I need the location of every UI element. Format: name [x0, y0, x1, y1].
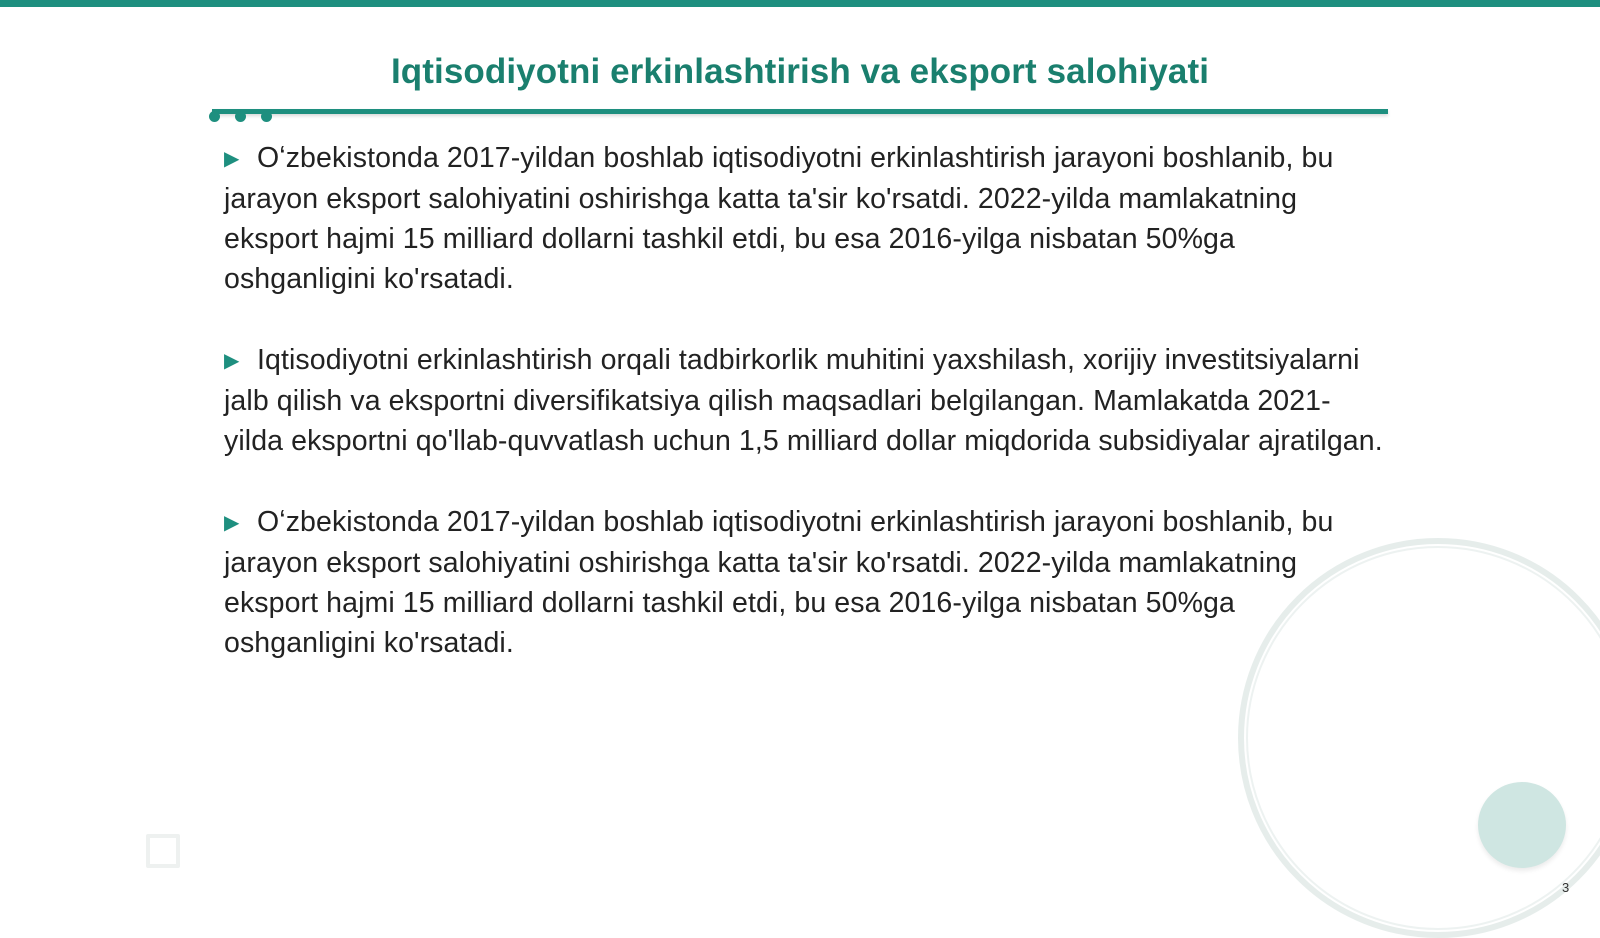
bullet-text: Iqtisodiyotni erkinlashtirish orqali tadbirkorlik muhitini yaxshilash, xorijiy investitsiyalarni jalb qilish va eksportni diversifikatsiya qilish maqsadlari belgilangan. Mamlakatda 2021-yilda eksportni qo'llab-quvvatlash uchun 1,5 milliard dollar miqdorida subsidiyalar ajratilgan. [224, 344, 1383, 457]
bullet-item [224, 502, 1389, 663]
triangle-right-icon: ▶ [224, 148, 240, 170]
triangle-right-icon: ▶ [224, 350, 240, 372]
bullet-text: Oʻzbekistonda 2017-yildan boshlab iqtisodiyotni erkinlashtirish jarayoni boshlanib, bu jarayon eksport salohiyatini oshirishga katta ta'sir ko'rsatdi. 2022-yilda mamlakatning eksport hajmi 15 milliard dollarni tashkil etdi, bu esa 2016-yilga nisbatan 50%ga oshganligini ko'rsatadi. [224, 506, 1334, 659]
top-accent-bar [0, 0, 1600, 7]
dot-icon [209, 111, 220, 122]
title-underline [212, 109, 1388, 114]
decorative-square [146, 834, 180, 868]
dot-icon [261, 111, 272, 122]
bullet-text: Oʻzbekistonda 2017-yildan boshlab iqtisodiyotni erkinlashtirish jarayoni boshlanib, bu jarayon eksport salohiyatini oshirishga katta ta'sir ko'rsatdi. 2022-yilda mamlakatning eksport hajmi 15 milliard dollarni tashkil etdi, bu esa 2016-yilga nisbatan 50%ga oshganligini ko'rsatadi. [224, 142, 1334, 295]
decorative-circle [1478, 782, 1566, 868]
slide-title: Iqtisodiyotni erkinlashtirish va eksport salohiyati [390, 52, 1210, 91]
bullet-item [224, 340, 1389, 461]
bullet-item [224, 138, 1389, 299]
page-number: 3 [1562, 880, 1570, 895]
triangle-right-icon: ▶ [224, 512, 240, 534]
dot-icon [235, 111, 246, 122]
bullet-list [224, 138, 1389, 704]
